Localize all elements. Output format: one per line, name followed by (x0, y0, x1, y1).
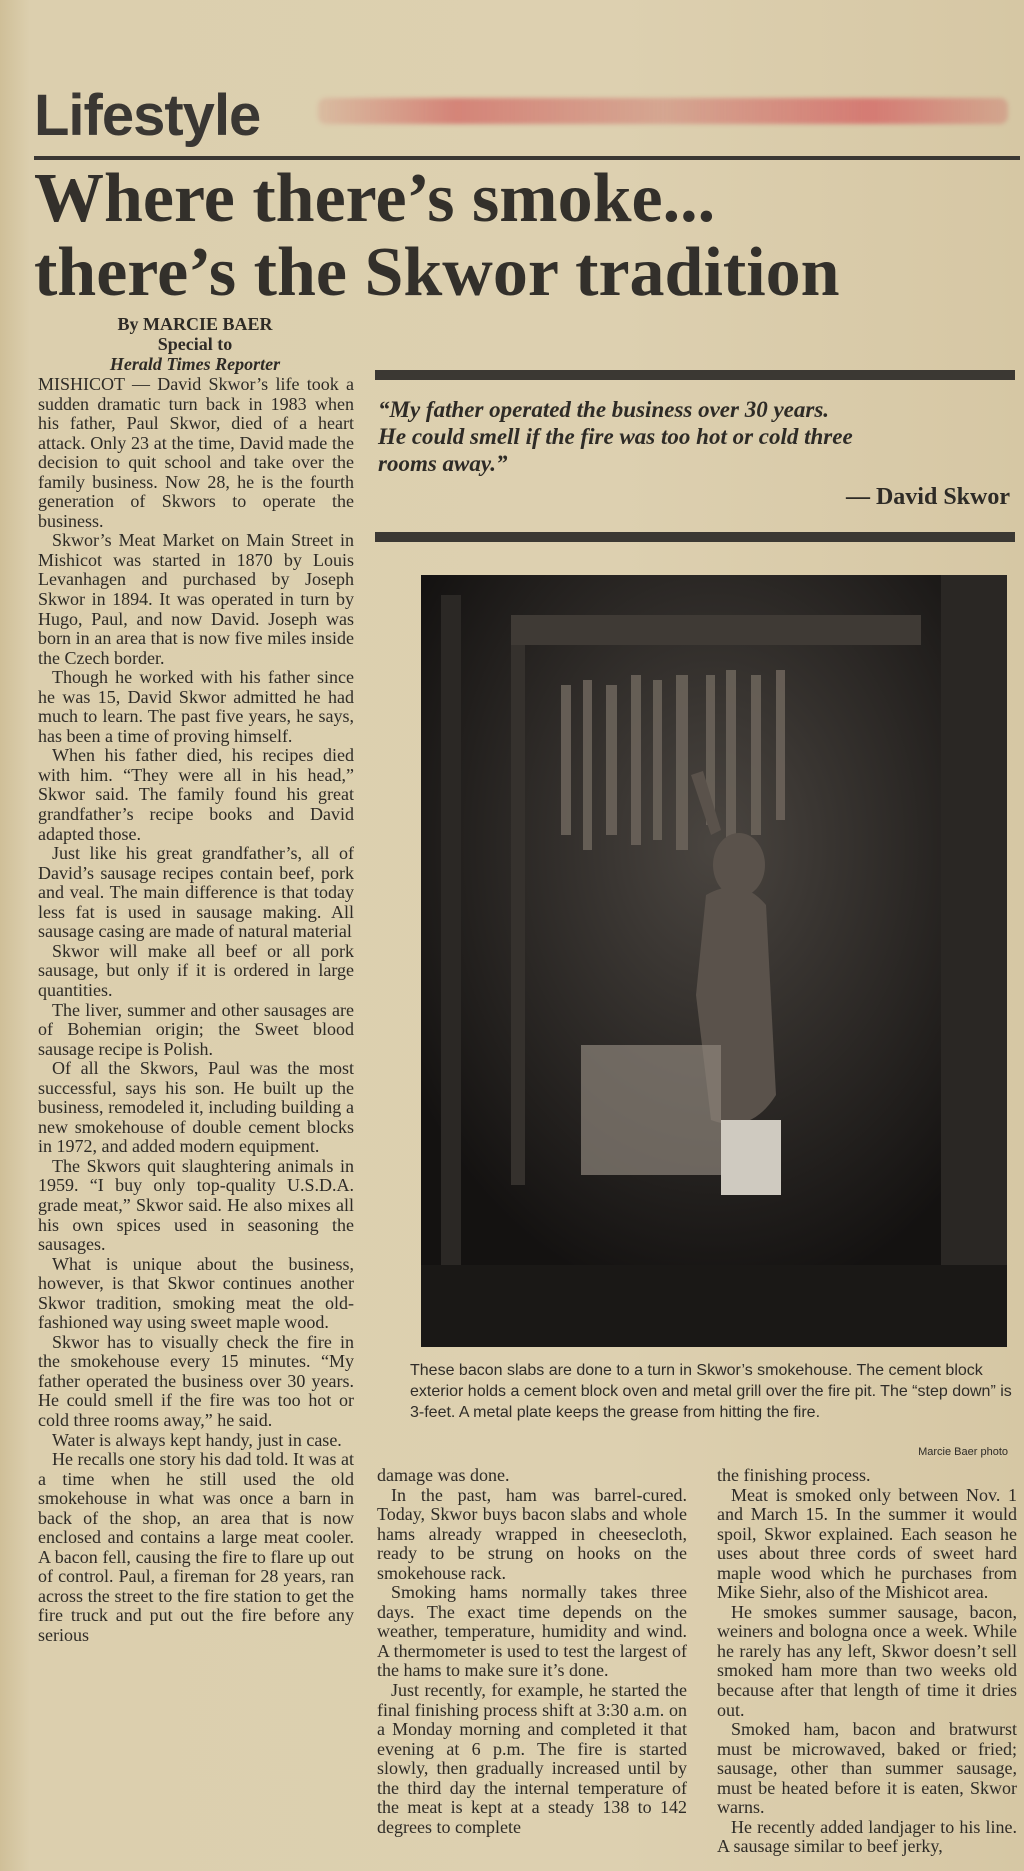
pull-quote-attribution: — David Skwor (845, 484, 1010, 510)
photo-credit: Marcie Baer photo (918, 1446, 1008, 1458)
paragraph: Just recently, for example, he started the final finishing process shift at 3:30 a.m. on a Monday morning and completed it that evening at 6 p.m. The fire is started slowly, then gradually increased until by the third day the internal temperature of the meat is kept at a steady 138 to 142 degrees to complete (377, 1680, 687, 1837)
paragraph: Water is always kept handy, just in case. (52, 1429, 342, 1450)
byline (36, 314, 354, 374)
paragraph: MISHICOT — David Skwor’s life took a sudden dramatic turn back in 1983 when his father, Paul Skwor, died of a heart attack. Only 23 at the time, David made the decision to quit school and take over the family business. Now 28, he is the fourth generation of Skwors to operate the business. (38, 374, 354, 531)
paragraph: He recalls one story his dad told. It was at a time when he still used the old smokehouse in what was once a barn in back of the shop, an area that is now enclosed and contains a large meat cooler. A bacon fell, causing the fire to flare up out of control. Paul, a fireman for 28 years, ran across the street to the fire station to get the fire truck and put out the fire before any serious (38, 1449, 354, 1645)
pull-quote (378, 396, 1014, 477)
photo-caption: These bacon slabs are done to a turn in Skwor’s smokehouse. The cement block exterior holds a cement block oven and metal grill over the fire pit. The “step down” is 3-feet. A metal plate keeps the grease from hitting the fire. (410, 1362, 1012, 1421)
pull-quote-rule-bottom (375, 532, 1015, 542)
paragraph: Skwor’s Meat Market on Main Street in Mishicot was started in 1870 by Louis Levanhagen and purchased by Joseph Skwor in 1894. It was operated in turn by Hugo, Paul, and now David. Joseph was born in an area that is now five miles inside the Czech border. (38, 530, 354, 668)
headline-line-2: there’s the Skwor tradition (34, 234, 840, 311)
section-heading: Lifestyle (34, 83, 261, 148)
paragraph: Smoked ham, bacon and bratwurst must be microwaved, baked or fried; sausage, other than summer sausage, must be heated before it is eaten, Skwor warns. (717, 1719, 1017, 1818)
paragraph: Smoking hams normally takes three days. The exact time depends on the weather, temperature, humidity and wind. A thermometer is used to test the largest of the hams to make sure it’s done. (377, 1582, 687, 1681)
paragraph: When his father died, his recipes died with him. “They were all in his head,” Skwor said. The family found his great grandfather’s recipe books and David adapted those. (38, 745, 354, 844)
pull-quote-line: rooms away.” (378, 451, 508, 476)
red-ink-smear (318, 98, 1008, 124)
paragraph: Skwor will make all beef or all pork sausage, but only if it is ordered in large quantities. (38, 940, 354, 1000)
paragraph: Just like his great grandfather’s, all of David’s sausage recipes contain beef, pork and veal. The main difference is that today less fat is used in sausage making. All sausage casing are made of natural material (38, 843, 354, 942)
paragraph: In the past, ham was barrel-cured. Today, Skwor buys bacon slabs and whole hams already wrapped in cheesecloth, ready to be strung on hooks on the smokehouse rack. (377, 1484, 687, 1583)
article-column-1 (38, 375, 354, 1646)
paragraph: damage was done. (377, 1465, 510, 1485)
paragraph: Skwor has to visually check the fire in the smokehouse every 15 minutes. “My father operated the business over 30 years. He could smell if the fire was too hot or cold three rooms away,” he said. (38, 1331, 354, 1430)
paragraph: The Skwors quit slaughtering animals in 1959. “I buy only top-quality U.S.D.A. grade meat,” Skwor said. He also mixes all his own spices used in seasoning the sausages. (38, 1155, 354, 1255)
paragraph: What is unique about the business, however, is that Skwor continues another Skwor tradition, smoking meat the old-fashioned way using sweet maple wood. (38, 1253, 354, 1333)
paragraph: Though he worked with his father since he was 15, David Skwor admitted he had much to learn. The past five years, he says, has been a time of proving himself. (38, 667, 354, 746)
paragraph: The liver, summer and other sausages are of Bohemian origin; the Sweet blood sausage recipe is Polish. (38, 999, 354, 1059)
article-column-3 (717, 1466, 1017, 1857)
paragraph: the finishing process. (717, 1465, 871, 1485)
paragraph: He recently added landjager to his line. A sausage similar to beef jerky, (717, 1816, 1017, 1857)
byline-publication: Herald Times Reporter (109, 354, 281, 374)
pull-quote-rule-top (375, 370, 1015, 380)
smokehouse-photo (421, 575, 1007, 1347)
paragraph: He smokes summer sausage, bacon, weiners and bologna once a week. While he rarely has any left, Skwor doesn’t sell smoked ham more than two weeks old because after that length of time it dries out. (717, 1601, 1017, 1720)
article-column-2 (377, 1466, 687, 1837)
pull-quote-line: He could smell if the fire was too hot or cold three (378, 424, 853, 449)
paragraph: Meat is smoked only between Nov. 1 and March 15. In the summer it would spoil, Skwor explained. Each season he uses about three cords of sweet hard maple wood which he purchases from Mike Siehr, also of the Mishicot area. (717, 1484, 1017, 1603)
paragraph: Of all the Skwors, Paul was the most successful, says his son. He built up the business, remodeled it, including building a new smokehouse of double cement blocks in 1972, and added modern equipment. (38, 1058, 354, 1157)
byline-special: Special to (157, 334, 233, 354)
headline-line-1: Where there’s smoke... (34, 160, 716, 237)
pull-quote-line: “My father operated the business over 30 years. (378, 397, 830, 422)
byline-author: By MARCIE BAER (117, 314, 273, 334)
